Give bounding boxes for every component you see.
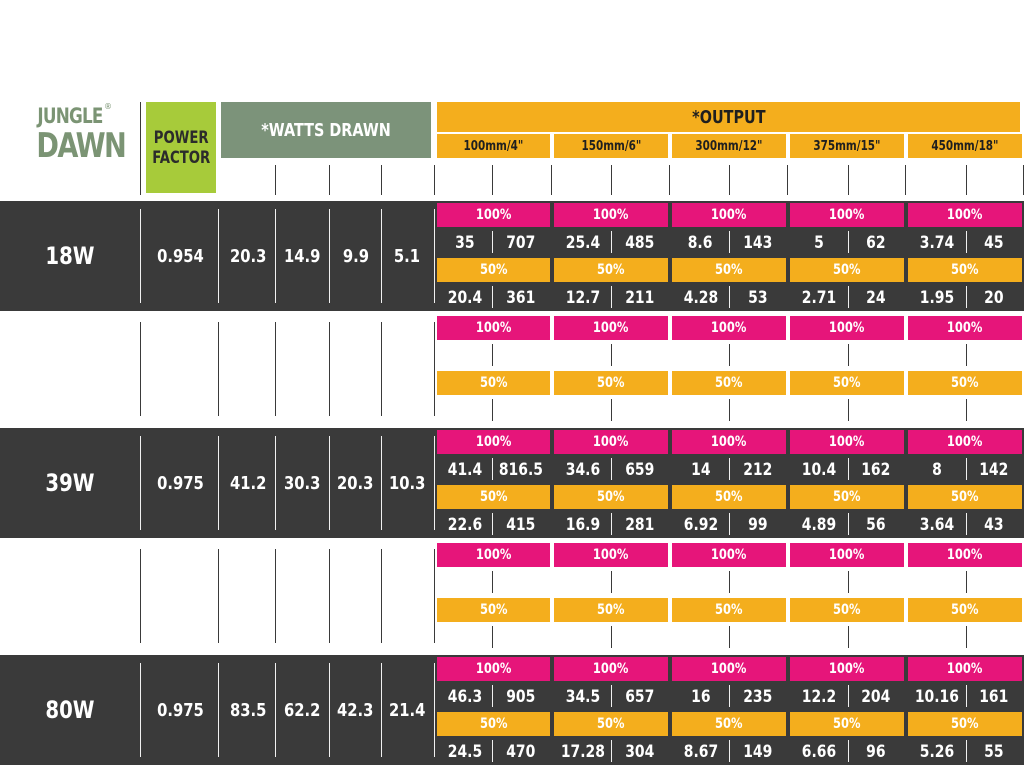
output-50-value: 149 — [742, 742, 773, 762]
output-100-value: 10.16 — [914, 687, 960, 707]
band-50-percent: 50% — [790, 598, 904, 622]
output-50-value: 3.64 — [919, 515, 955, 535]
column-divider — [218, 436, 219, 530]
watts-drawn-value: 10.3 — [388, 472, 426, 494]
column-divider — [140, 436, 141, 530]
band-100-percent: 100% — [790, 316, 904, 340]
wattage-label: 80W — [45, 696, 95, 724]
band-100-percent: 100% — [554, 543, 668, 567]
band-50-percent: 50% — [554, 712, 668, 736]
output-100-value: 162 — [861, 460, 891, 480]
watts-drawn-value: 42.3 — [337, 699, 374, 721]
output-50-value: 2.71 — [801, 288, 837, 308]
column-divider — [275, 322, 276, 416]
output-100-value: 8 — [932, 460, 942, 480]
band-100-percent: 100% — [437, 430, 550, 454]
band-50-percent: 50% — [554, 598, 668, 622]
power-factor-value: 0.975 — [156, 472, 204, 494]
band-50-percent: 50% — [908, 712, 1022, 736]
jungle-dawn-logo — [28, 102, 126, 166]
value-divider — [492, 399, 493, 421]
output-100-value: 707 — [506, 233, 536, 253]
output-50-value: 470 — [506, 742, 536, 762]
band-50-percent: 50% — [790, 485, 904, 509]
header-output-divider — [966, 165, 967, 195]
power-factor-value: 0.975 — [156, 699, 204, 721]
output-100-value: 45 — [984, 233, 1004, 253]
band-50-percent: 50% — [437, 598, 550, 622]
column-divider — [218, 663, 219, 757]
output-100-value: 34.6 — [565, 460, 600, 480]
output-50-value: 12.7 — [565, 288, 600, 308]
band-100-percent: 100% — [672, 543, 786, 567]
output-100-value: 485 — [624, 233, 655, 253]
watts-drawn-value: 30.3 — [284, 472, 321, 494]
output-100-value: 161 — [979, 687, 1009, 707]
watts-drawn-value: 9.9 — [342, 245, 369, 267]
output-100-value: 34.5 — [565, 687, 600, 707]
band-50-percent: 50% — [790, 371, 904, 395]
power-factor-header-line1: POWER — [153, 127, 209, 148]
output-50-value: 16.9 — [565, 515, 600, 535]
value-divider — [729, 399, 730, 421]
output-50-value: 55 — [984, 742, 1004, 762]
size-header-5: 450mm/18" — [908, 134, 1022, 158]
logo-registered-mark: ® — [104, 102, 112, 111]
value-divider — [611, 626, 612, 648]
power-factor-header-line2: FACTOR — [151, 147, 211, 168]
header-output-divider — [848, 165, 849, 195]
value-divider — [966, 571, 967, 593]
output-100-value: 62 — [866, 233, 886, 253]
watts-drawn-value: 62.2 — [284, 699, 321, 721]
band-100-percent: 100% — [437, 543, 550, 567]
watts-drawn-value: 5.1 — [393, 245, 421, 267]
output-100-value: 204 — [861, 687, 891, 707]
column-divider — [218, 549, 219, 643]
output-50-value: 1.95 — [919, 288, 955, 308]
band-100-percent: 100% — [437, 203, 550, 227]
output-100-value: 3.74 — [919, 233, 955, 253]
output-50-value: 43 — [984, 515, 1004, 535]
column-divider — [381, 663, 382, 757]
band-50-percent: 50% — [554, 371, 668, 395]
column-divider — [381, 549, 382, 643]
column-divider — [275, 663, 276, 757]
band-100-percent: 100% — [437, 657, 550, 681]
size-header-1: 100mm/4" — [437, 134, 550, 158]
watts-drawn-value: 41.2 — [229, 472, 267, 494]
band-50-percent: 50% — [672, 258, 786, 282]
value-divider — [848, 344, 849, 366]
output-100-value: 25.4 — [565, 233, 600, 253]
wattage-label: 39W — [45, 469, 95, 497]
band-50-percent: 50% — [437, 485, 550, 509]
size-header-4: 375mm/15" — [790, 134, 904, 158]
output-50-value: 5.26 — [919, 742, 955, 762]
band-50-percent: 50% — [554, 485, 668, 509]
band-50-percent: 50% — [437, 712, 550, 736]
value-divider — [611, 571, 612, 593]
band-100-percent: 100% — [554, 657, 668, 681]
output-100-value: 41.4 — [447, 460, 482, 480]
output-100-value: 235 — [742, 687, 773, 707]
output-100-value: 212 — [742, 460, 773, 480]
band-100-percent: 100% — [672, 430, 786, 454]
size-header-2: 150mm/6" — [554, 134, 668, 158]
column-divider — [329, 322, 330, 416]
band-50-percent: 50% — [437, 371, 550, 395]
column-divider — [275, 209, 276, 303]
output-100-value: 142 — [979, 460, 1009, 480]
output-header: *OUTPUT — [437, 102, 1020, 132]
wattage-label: 18W — [45, 242, 95, 270]
size-header-3: 300mm/12" — [672, 134, 786, 158]
output-100-value: 10.4 — [801, 460, 837, 480]
column-divider — [434, 436, 435, 530]
band-100-percent: 100% — [672, 657, 786, 681]
output-50-value: 17.28 — [560, 742, 605, 762]
value-divider — [966, 344, 967, 366]
output-50-value: 4.89 — [801, 515, 837, 535]
header-column-divider — [329, 165, 330, 195]
column-divider — [329, 549, 330, 643]
band-100-percent: 100% — [908, 543, 1022, 567]
output-50-value: 6.66 — [801, 742, 837, 762]
column-divider — [140, 322, 141, 416]
power-factor-header — [146, 102, 216, 193]
output-100-value: 905 — [506, 687, 536, 707]
output-100-value: 816.5 — [498, 460, 544, 480]
logo-line-1: JUNGLE — [37, 104, 103, 128]
band-50-percent: 50% — [672, 485, 786, 509]
output-100-value: 143 — [742, 233, 773, 253]
band-50-percent: 50% — [672, 712, 786, 736]
output-50-value: 24.5 — [447, 742, 482, 762]
column-divider — [140, 209, 141, 303]
output-50-value: 211 — [624, 288, 655, 308]
column-divider — [434, 663, 435, 757]
value-divider — [966, 399, 967, 421]
band-100-percent: 100% — [908, 657, 1022, 681]
band-50-percent: 50% — [908, 258, 1022, 282]
output-100-value: 12.2 — [801, 687, 837, 707]
band-100-percent: 100% — [554, 316, 668, 340]
output-50-value: 415 — [506, 515, 536, 535]
output-50-value: 304 — [624, 742, 655, 762]
watts-drawn-header: *WATTS DRAWN — [221, 102, 431, 158]
band-50-percent: 50% — [554, 258, 668, 282]
value-divider — [729, 626, 730, 648]
band-100-percent: 100% — [790, 203, 904, 227]
output-100-value: 16 — [690, 687, 711, 707]
band-50-percent: 50% — [908, 485, 1022, 509]
output-50-value: 96 — [866, 742, 886, 762]
watts-drawn-value: 21.4 — [388, 699, 426, 721]
band-100-percent: 100% — [554, 430, 668, 454]
value-divider — [848, 626, 849, 648]
header-output-divider — [492, 165, 493, 195]
band-100-percent: 100% — [790, 657, 904, 681]
output-50-value: 361 — [506, 288, 536, 308]
band-100-percent: 100% — [790, 543, 904, 567]
column-divider — [381, 436, 382, 530]
column-divider — [218, 209, 219, 303]
column-divider — [434, 322, 435, 416]
output-50-value: 24 — [866, 288, 886, 308]
column-divider — [381, 322, 382, 416]
column-divider — [381, 209, 382, 303]
band-100-percent: 100% — [554, 203, 668, 227]
value-divider — [492, 626, 493, 648]
value-divider — [848, 571, 849, 593]
column-divider — [434, 549, 435, 643]
output-50-value: 20.4 — [447, 288, 482, 308]
band-50-percent: 50% — [672, 598, 786, 622]
output-100-value: 35 — [454, 233, 475, 253]
band-100-percent: 100% — [672, 203, 786, 227]
output-50-value: 281 — [624, 515, 655, 535]
output-50-value: 4.28 — [683, 288, 718, 308]
header-output-divider — [787, 165, 788, 195]
output-50-value: 53 — [747, 288, 768, 308]
header-output-divider — [551, 165, 552, 195]
band-100-percent: 100% — [908, 203, 1022, 227]
band-100-percent: 100% — [790, 430, 904, 454]
value-divider — [611, 344, 612, 366]
output-100-value: 657 — [624, 687, 655, 707]
output-50-value: 20 — [984, 288, 1004, 308]
column-divider — [275, 436, 276, 530]
column-divider — [218, 322, 219, 416]
band-100-percent: 100% — [908, 430, 1022, 454]
power-factor-value: 0.954 — [156, 245, 204, 267]
header-output-divider — [905, 165, 906, 195]
band-50-percent: 50% — [790, 258, 904, 282]
column-divider — [140, 663, 141, 757]
band-50-percent: 50% — [437, 258, 550, 282]
value-divider — [729, 571, 730, 593]
band-50-percent: 50% — [672, 371, 786, 395]
band-100-percent: 100% — [672, 316, 786, 340]
column-divider — [275, 549, 276, 643]
band-50-percent: 50% — [908, 371, 1022, 395]
header-output-divider — [669, 165, 670, 195]
watts-drawn-value: 83.5 — [229, 699, 267, 721]
column-divider — [140, 549, 141, 643]
header-output-divider — [611, 165, 612, 195]
header-column-divider — [275, 165, 276, 195]
output-100-value: 659 — [624, 460, 655, 480]
band-100-percent: 100% — [437, 316, 550, 340]
band-100-percent: 100% — [908, 316, 1022, 340]
band-50-percent: 50% — [908, 598, 1022, 622]
value-divider — [611, 399, 612, 421]
header-column-divider — [381, 165, 382, 195]
output-50-value: 56 — [866, 515, 886, 535]
output-100-value: 5 — [814, 233, 824, 253]
watts-drawn-value: 20.3 — [229, 245, 267, 267]
output-50-value: 8.67 — [683, 742, 718, 762]
output-100-value: 14 — [690, 460, 711, 480]
watts-drawn-value: 20.3 — [337, 472, 374, 494]
value-divider — [492, 571, 493, 593]
output-50-value: 99 — [747, 515, 768, 535]
column-divider — [434, 209, 435, 303]
value-divider — [492, 344, 493, 366]
output-50-value: 22.6 — [447, 515, 482, 535]
output-100-value: 8.6 — [688, 233, 713, 253]
value-divider — [729, 344, 730, 366]
band-50-percent: 50% — [790, 712, 904, 736]
logo-line-2: DAWN — [36, 126, 126, 166]
watts-drawn-value: 14.9 — [284, 245, 321, 267]
output-100-value: 46.3 — [447, 687, 482, 707]
value-divider — [966, 626, 967, 648]
header-column-divider — [434, 165, 435, 195]
header-output-divider — [729, 165, 730, 195]
value-divider — [848, 399, 849, 421]
header-divider — [140, 102, 141, 195]
output-50-value: 6.92 — [683, 515, 718, 535]
